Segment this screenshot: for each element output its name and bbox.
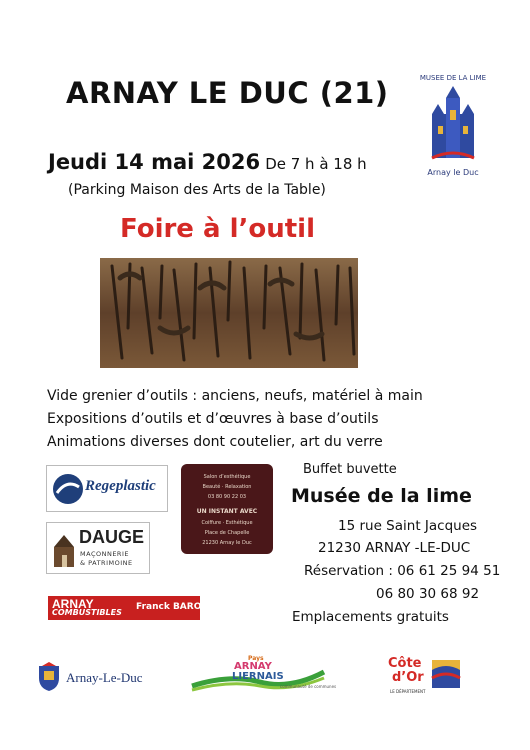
footer-pays-small: communauté de communes — [280, 684, 337, 689]
museum-name: Musée de la lime — [291, 485, 472, 507]
instant-line-7: 21230 Arnay le Duc — [202, 540, 252, 546]
sponsor-instant-card — [181, 464, 273, 554]
instant-line-3: 03 80 90 22 03 — [207, 494, 247, 500]
free-slots-text: Emplacements gratuits — [292, 609, 449, 625]
wave-icon — [51, 469, 85, 509]
town-crest-icon — [36, 662, 62, 692]
footer-arnay-le-duc-logo — [36, 660, 166, 694]
event-date-line — [48, 150, 367, 174]
sponsor-arnay-combustibles-logo — [48, 596, 208, 620]
description-line-1: Vide grenier d’outils : anciens, neufs, matériel à main — [47, 388, 423, 404]
museum-logo — [408, 74, 498, 178]
sponsor-dauge-sub1: MAÇONNERIE — [80, 550, 129, 558]
sponsor-dauge-name: DAUGE — [79, 527, 145, 547]
museum-logo-bottom-label: Arnay le Duc — [427, 168, 479, 177]
sponsor-dauge-sub2: & PATRIMOINE — [80, 559, 133, 567]
poster-title: ARNAY LE DUC (21) — [66, 76, 389, 110]
address-line-2: 21230 ARNAY -LE-DUC — [318, 540, 471, 556]
footer-pays-bottom: LIERNAIS — [232, 671, 284, 682]
footer-pays-top: Pays — [248, 655, 264, 662]
sponsor-regeplastic-logo — [46, 465, 168, 512]
castle-tower-icon — [408, 84, 498, 164]
instant-line-4: UN INSTANT AVEC — [196, 508, 258, 515]
church-icon — [50, 529, 78, 569]
tools-wall-photo — [100, 258, 358, 368]
description-line-3: Animations diverses dont coutelier, art du verre — [47, 434, 383, 450]
footer-arnay-label: Arnay-Le-Duc — [66, 670, 143, 685]
footer-cote-1: Côte — [388, 656, 422, 671]
footer-pays-mid: ARNAY — [234, 661, 272, 672]
instant-line-2: Beauté · Relaxation — [202, 484, 252, 490]
event-name: Foire à l’outil — [120, 214, 315, 244]
sponsor-arnay-person: Franck BAROT — [136, 602, 208, 612]
instant-line-1: Salon d’esthétique — [203, 474, 251, 480]
museum-logo-top-label: MUSEE DE LA LIME — [419, 74, 487, 82]
event-date: Jeudi 14 mai 2026 — [48, 150, 261, 174]
event-location: (Parking Maison des Arts de la Table) — [68, 182, 326, 198]
sponsor-arnay-top: ARNAY — [52, 597, 94, 611]
buffet-text: Buffet buvette — [303, 462, 397, 477]
event-hours: De 7 h à 18 h — [265, 155, 367, 173]
footer-cote-2: d’Or — [392, 670, 424, 685]
sponsor-dauge-logo — [46, 522, 150, 574]
sponsor-arnay-bottom: COMBUSTIBLES — [52, 608, 122, 617]
second-phone: 06 80 30 68 92 — [376, 586, 480, 602]
cote-dor-emblem-icon — [432, 660, 460, 688]
instant-line-6: Place de Chapelle — [204, 530, 250, 536]
sponsor-regeplastic-name: Regeplastic — [85, 478, 156, 494]
address-line-1: 15 rue Saint Jacques — [338, 518, 478, 534]
description-line-2: Expositions d’outils et d’œuvres à base d’outils — [47, 411, 379, 427]
footer-cote-small: LE DÉPARTEMENT — [390, 689, 426, 694]
reservation-phone: Réservation : 06 61 25 94 51 — [304, 563, 501, 579]
footer-cote-dor-logo — [386, 656, 462, 698]
footer-pays-arnay-liernais-logo — [190, 652, 337, 696]
instant-line-5: Coiffure · Esthétique — [201, 520, 253, 526]
